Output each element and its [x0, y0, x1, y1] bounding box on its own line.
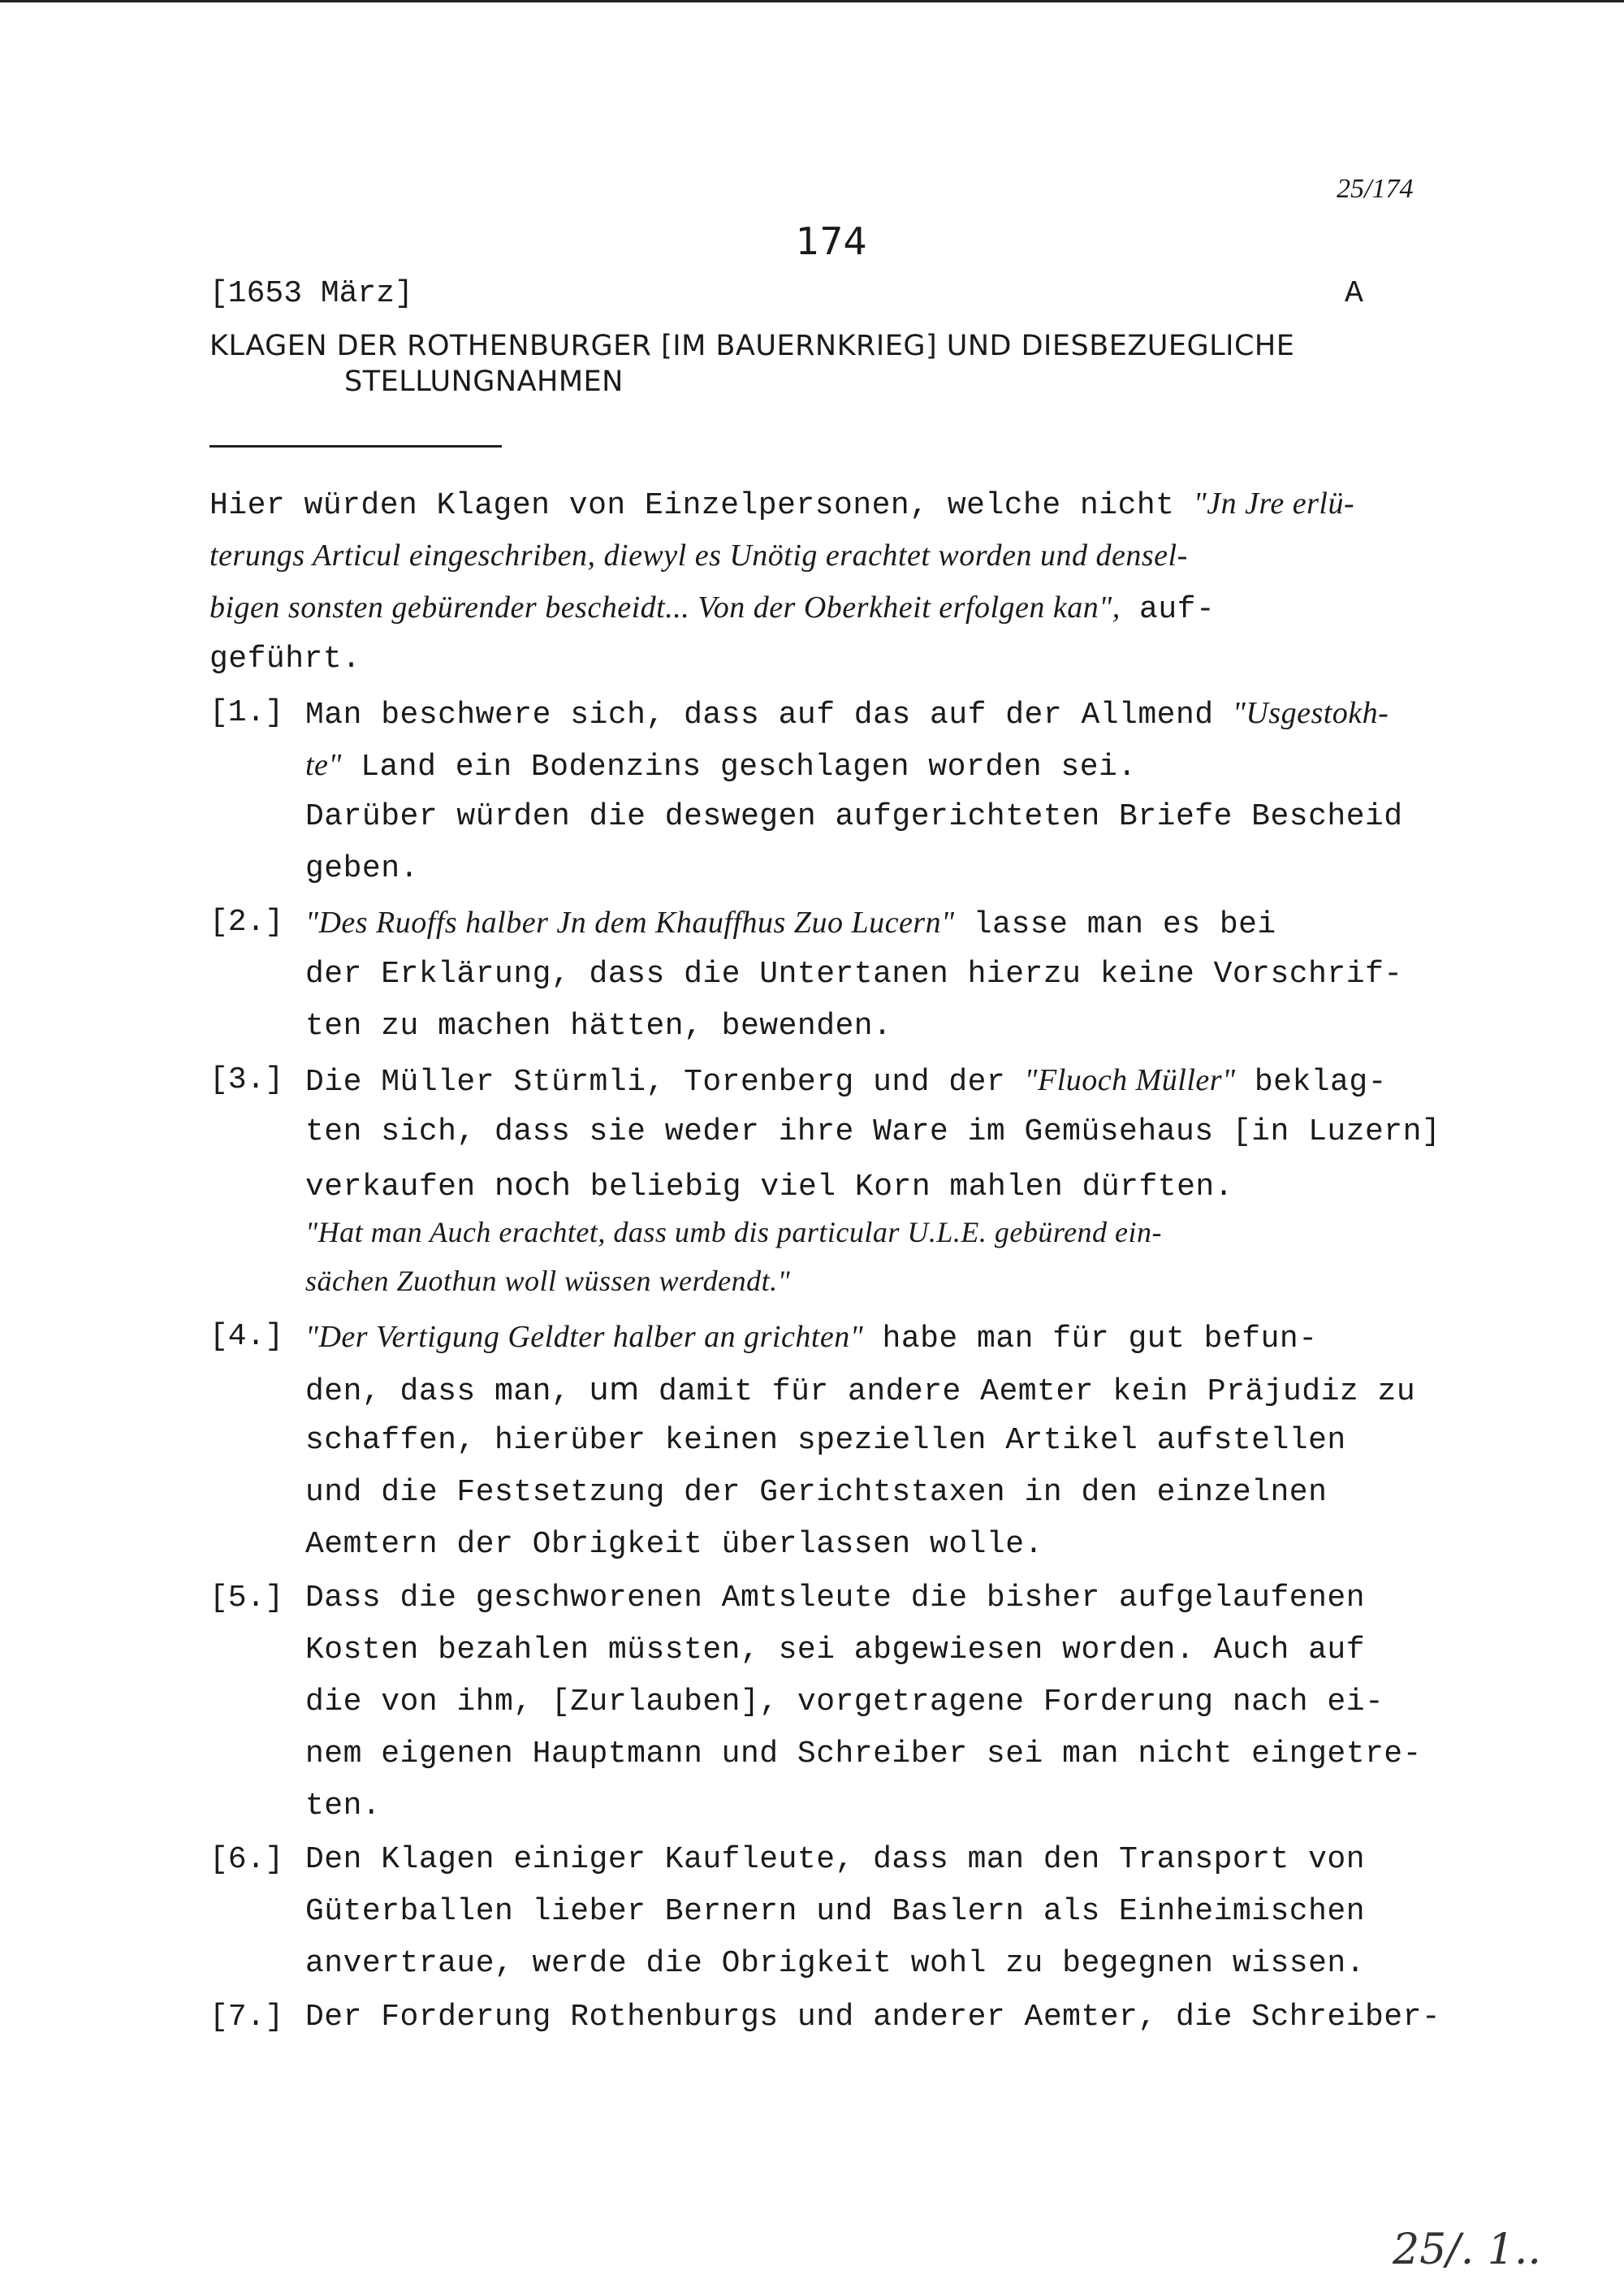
mark: A: [1345, 276, 1363, 311]
item-text: Land ein Bodenzins geschlagen worden sei.: [341, 750, 1137, 785]
item-text-insert: um: [589, 1371, 640, 1407]
handwritten-archive-mark: 25/. 1..: [1393, 2225, 1541, 2274]
item-4-line-2: [305, 1371, 1415, 1409]
item-5-line-4: nem eigenen Hauptmann und Schreiber sei man nicht eingetre-: [305, 1737, 1422, 1771]
item-3-line-2: ten sich, dass sie weder ihre Ware im Gemüsehaus [in Luzern]: [305, 1114, 1441, 1149]
item-number-7: [7.]: [209, 2000, 284, 2035]
item-quote: "Usgestokh-: [1232, 696, 1389, 730]
item-7-line-1: Der Forderung Rothenburgs und anderer Aemter, die Schreiber-: [305, 2000, 1441, 2035]
item-number-3: [3.]: [209, 1062, 284, 1097]
item-1-line-1: [305, 695, 1389, 733]
item-text: verkaufen: [305, 1170, 495, 1205]
item-number-4: [4.]: [209, 1319, 284, 1354]
item-text: damit für andere Aemter kein Präjudiz zu: [639, 1374, 1416, 1409]
intro-line-1: [209, 486, 1354, 523]
item-text-insert: noch: [495, 1166, 572, 1202]
item-quote: "Des Ruoffs halber Jn dem Khauffhus Zuo Lucern": [305, 906, 955, 940]
item-4-line-5: Aemtern der Obrigkeit überlassen wolle.: [305, 1527, 1043, 1562]
item-3-line-5: sächen Zuothun woll wüssen werdendt.": [305, 1265, 791, 1297]
item-text: lasse man es bei: [954, 907, 1276, 942]
top-border: [0, 0, 1624, 2]
intro-line-3: [209, 590, 1215, 627]
item-4-line-4: und die Festsetzung der Gerichtstaxen in den einzelnen: [305, 1475, 1328, 1510]
document-title: [209, 330, 1294, 398]
title-line-2: STELLUNGNAHMEN: [344, 365, 624, 398]
item-4-line-1: [305, 1319, 1318, 1356]
item-1-line-2: [305, 747, 1137, 785]
item-quote: "Fluoch Müller": [1024, 1063, 1236, 1097]
intro-quote-end: bigen sonsten gebürender bescheidt... Von der Oberkheit erfolgen kan",: [209, 590, 1121, 625]
item-6-line-1: Den Klagen einiger Kaufleute, dass man den Transport von: [305, 1842, 1366, 1877]
item-4-line-3: schaffen, hierüber keinen speziellen Artikel aufstellen: [305, 1423, 1346, 1458]
item-text: Die Müller Stürmli, Torenberg und der: [305, 1065, 1025, 1100]
item-6-line-2: Güterballen lieber Bernern und Baslern als Einheimischen: [305, 1894, 1366, 1929]
item-text: Man beschwere sich, dass auf das auf der Allmend: [305, 698, 1233, 733]
separator-rule: [209, 445, 502, 448]
item-quote: te": [305, 748, 342, 782]
item-number-2: [2.]: [209, 905, 284, 940]
item-5-line-1: Dass die geschworenen Amtsleute die bisher aufgelaufenen: [305, 1581, 1366, 1615]
archive-number: 25/174: [1337, 174, 1414, 204]
item-text: beklag-: [1235, 1065, 1387, 1100]
item-number-6: [6.]: [209, 1842, 284, 1877]
title-line-1: KLAGEN DER ROTHENBURGER [IM BAUERNKRIEG] UND DIESBEZUEGLICHE: [209, 330, 1295, 362]
item-text: habe man für gut befun-: [863, 1321, 1318, 1356]
item-text: den, dass man,: [305, 1374, 590, 1409]
item-text: beliebig viel Korn mahlen dürften.: [571, 1170, 1233, 1205]
page-number: 174: [796, 219, 867, 263]
item-number-5: [5.]: [209, 1581, 284, 1615]
intro-text: Hier würden Klagen von Einzelpersonen, welche nicht: [209, 488, 1194, 523]
date: [1653 März]: [209, 276, 413, 311]
intro-line-4: geführt.: [209, 642, 361, 677]
item-3-line-3: [305, 1166, 1233, 1205]
item-2-line-3: ten zu machen hätten, bewenden.: [305, 1009, 892, 1044]
item-5-line-5: ten.: [305, 1788, 382, 1823]
item-1-line-3: Darüber würden die deswegen aufgerichteten Briefe Bescheid: [305, 799, 1403, 834]
item-quote: "Der Vertigung Geldter halber an grichten": [305, 1320, 864, 1354]
item-5-line-2: Kosten bezahlen müssten, sei abgewiesen worden. Auch auf: [305, 1633, 1366, 1667]
item-2-line-1: [305, 905, 1276, 942]
item-6-line-3: anvertraue, werde die Obrigkeit wohl zu begegnen wissen.: [305, 1946, 1366, 1981]
item-5-line-3: die von ihm, [Zurlauben], vorgetragene Forderung nach ei-: [305, 1685, 1384, 1719]
item-3-line-4: "Hat man Auch erachtet, dass umb dis particular U.L.E. gebürend ein-: [305, 1216, 1163, 1248]
item-1-line-4: geben.: [305, 851, 419, 886]
item-number-1: [1.]: [209, 695, 284, 730]
intro-line-2: terungs Articul eingeschriben, diewyl es Unötig erachtet worden und densel-: [209, 538, 1188, 573]
item-3-line-1: [305, 1062, 1387, 1100]
intro-quote: "Jn Jre erlü-: [1193, 487, 1355, 521]
item-2-line-2: der Erklärung, dass die Untertanen hierzu keine Vorschrif-: [305, 957, 1403, 992]
intro-text-end: auf-: [1120, 592, 1216, 627]
